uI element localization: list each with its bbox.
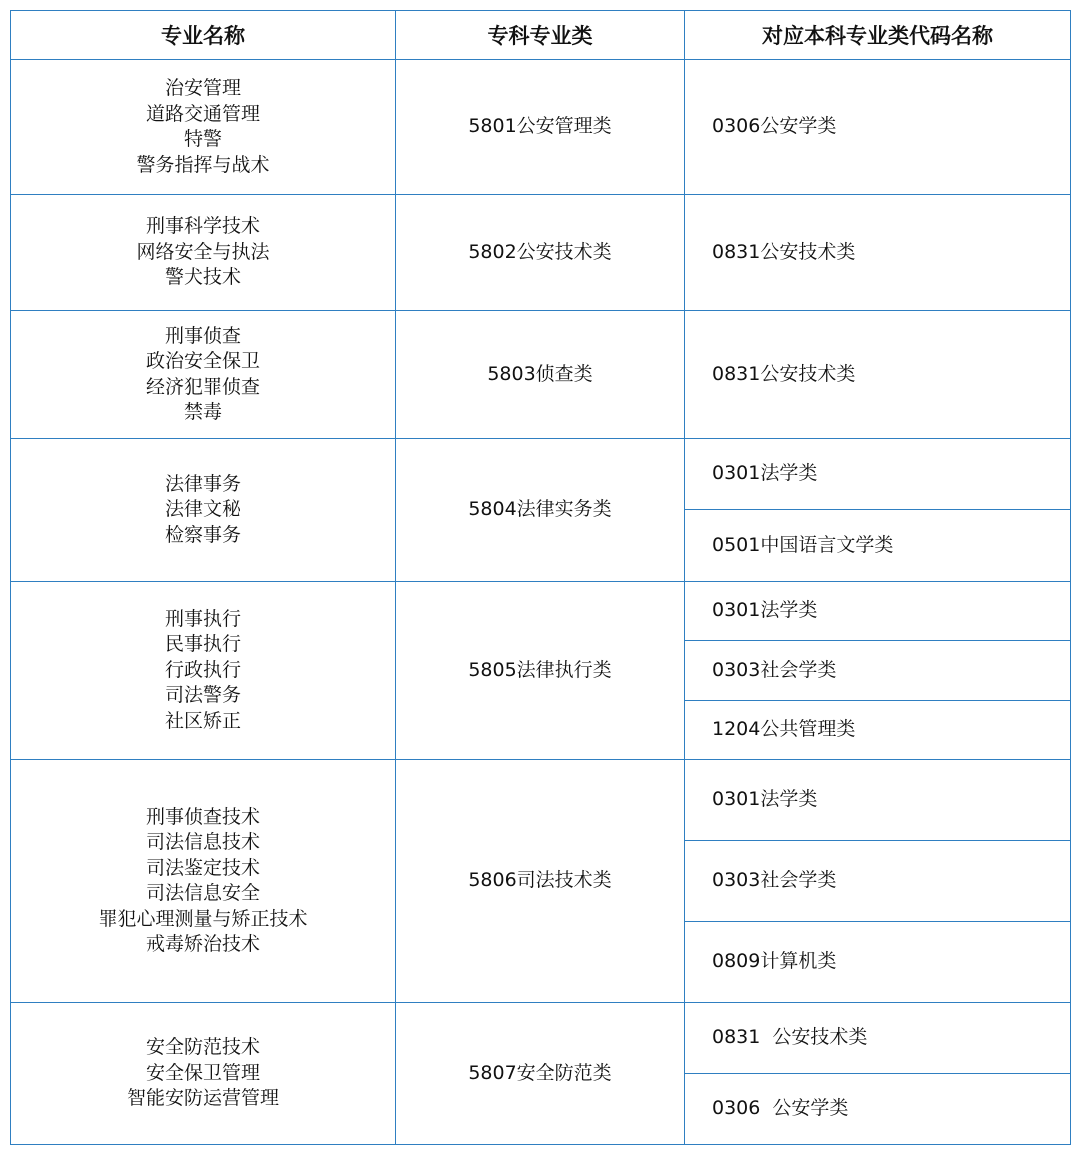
associate-category-cell: 5804法律实务类 [396, 439, 685, 582]
major-name: 戒毒矫治技术 [145, 933, 260, 955]
header-major-name: 专业名称 [11, 11, 396, 60]
undergrad-category-cell: 0831 公安技术类 [685, 1003, 1071, 1074]
table-row [11, 195, 1071, 311]
undergrad-category-cell: 0301法学类 [685, 582, 1071, 641]
associate-category-cell: 5801公安管理类 [396, 60, 685, 195]
major-name: 经济犯罪侦查 [145, 375, 260, 398]
associate-category-cell: 5802公安技术类 [396, 195, 685, 311]
major-name: 智能安防运营管理 [126, 1087, 279, 1110]
major-list-cell [11, 311, 396, 439]
undergrad-category-cell: 0306公安学类 [685, 60, 1071, 195]
major-name: 网络安全与执法 [136, 240, 270, 263]
major-list-cell [11, 195, 396, 311]
major-name: 禁毒 [183, 401, 222, 423]
major-name: 法律事务 [164, 472, 241, 495]
major-list-cell [11, 1003, 396, 1145]
major-name: 警犬技术 [164, 266, 241, 289]
undergrad-category-cell: 0303社会学类 [685, 641, 1071, 701]
associate-category-cell: 5806司法技术类 [396, 760, 685, 1003]
major-name: 治安管理 [164, 77, 241, 99]
associate-category-cell: 5803侦查类 [396, 311, 685, 439]
major-name: 司法信息安全 [145, 882, 260, 904]
major-name: 刑事科学技术 [145, 215, 260, 238]
major-name: 司法鉴定技术 [145, 856, 260, 879]
undergrad-category-cell: 0301法学类 [685, 439, 1071, 510]
table-body [11, 60, 1071, 1145]
major-name: 刑事侦查 [164, 324, 241, 347]
major-list-cell [11, 60, 396, 195]
major-name: 刑事执行 [164, 607, 241, 630]
undergrad-category-cell: 0809计算机类 [685, 922, 1071, 1003]
major-mapping-table [10, 10, 1071, 1145]
undergrad-category-cell: 0831公安技术类 [685, 311, 1071, 439]
major-name: 道路交通管理 [145, 102, 260, 125]
table-row [11, 311, 1071, 439]
major-list-cell [11, 582, 396, 760]
table-header [11, 11, 1071, 60]
major-name: 法律文秘 [164, 498, 241, 521]
major-name: 社区矫正 [164, 709, 241, 732]
major-name: 司法信息技术 [145, 831, 260, 853]
undergrad-category-cell: 0301法学类 [685, 760, 1071, 841]
major-name: 安全保卫管理 [145, 1061, 260, 1084]
major-name: 罪犯心理测量与矫正技术 [98, 907, 308, 930]
major-name: 特警 [183, 128, 222, 150]
table-row [11, 760, 1071, 841]
major-name: 民事执行 [164, 633, 241, 656]
header-undergrad-category: 对应本科专业类代码名称 [685, 11, 1071, 60]
undergrad-category-cell: 0303社会学类 [685, 841, 1071, 922]
associate-category-cell: 5807安全防范类 [396, 1003, 685, 1145]
major-list-cell [11, 439, 396, 582]
undergrad-category-cell: 0831公安技术类 [685, 195, 1071, 311]
table-row [11, 582, 1071, 641]
major-name: 行政执行 [164, 658, 241, 681]
header-row [11, 11, 1071, 60]
major-name: 刑事侦查技术 [145, 805, 260, 828]
table-row [11, 1003, 1071, 1074]
major-name: 警务指挥与战术 [136, 153, 270, 176]
major-name: 政治安全保卫 [145, 350, 260, 372]
major-list-cell [11, 760, 396, 1003]
table-row [11, 439, 1071, 510]
major-name: 安全防范技术 [145, 1036, 260, 1059]
undergrad-category-cell: 0501中国语言文学类 [685, 510, 1071, 582]
header-associate-category: 专科专业类 [396, 11, 685, 60]
undergrad-category-cell: 0306 公安学类 [685, 1074, 1071, 1145]
undergrad-category-cell: 1204公共管理类 [685, 701, 1071, 760]
major-name: 检察事务 [164, 523, 241, 546]
table-row [11, 60, 1071, 195]
associate-category-cell: 5805法律执行类 [396, 582, 685, 760]
major-name: 司法警务 [164, 684, 241, 707]
